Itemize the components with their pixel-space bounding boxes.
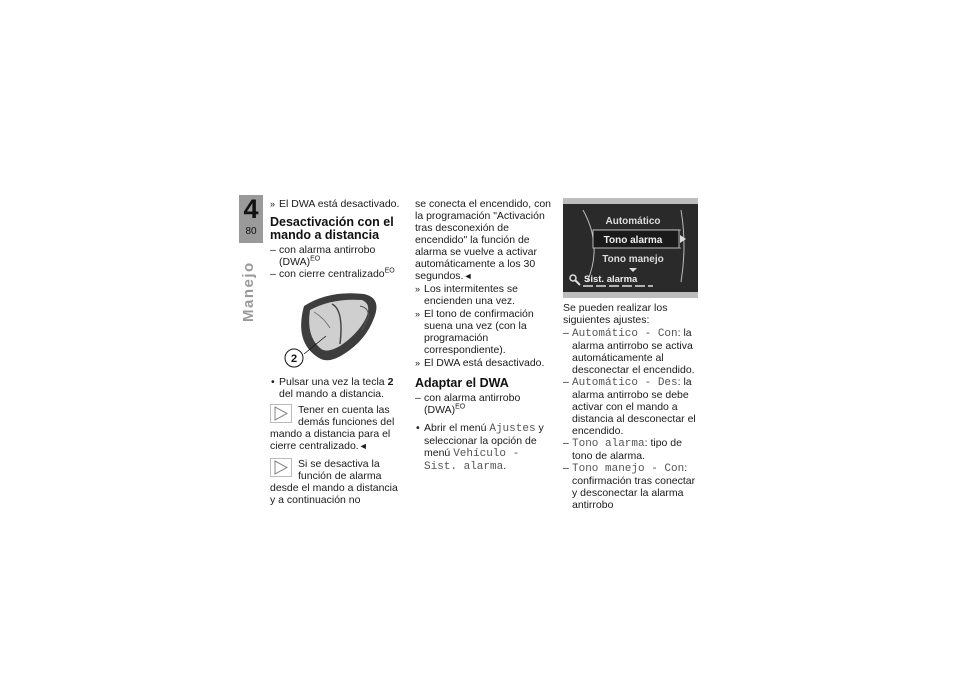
column-3 [563,198,698,511]
note-triangle-icon [270,458,292,477]
section-heading: Desactivación con el mando a distancia [270,215,394,242]
note-block: Tener en cuenta las demás funciones del mando a distancia para el cierre centralizado.◄ [270,404,395,452]
note-triangle-icon [270,404,292,423]
section-heading: Adaptar el DWA [415,376,509,390]
result-item: » El DWA está desactivado. [415,357,545,369]
instruction-item: • Abrir el menú Ajustes y seleccionar la opción de menú Vehículo - Sist. alarma. [416,422,544,473]
option-item: – Automático - Des: la alarma antirrobo se debe activar con el mando a distancia al desconectar el encendido. [563,376,696,437]
page-number: 80 [245,226,257,237]
menu-item-tono-manejo: Tono manejo [602,254,664,265]
requirement-item: – con alarma antirrobo (DWA)$^{EO}$ [270,244,376,268]
menu-item-tono-alarma: Tono alarma [603,235,663,246]
option-item: – Automático - Con: la alarma antirrobo se activa automáticamente al desconectar el encendido. [563,327,695,376]
callout-number: 2 [290,353,298,365]
requirement-item: – con cierre centralizado$^{EO}$ [270,267,395,280]
instruction-item: • Pulsar una vez la tecla 2 del mando a distancia. [271,376,394,400]
result-item: » El tono de confirmación suena una vez (con la programación correspondiente). [415,308,534,356]
requirement-item: – con alarma antirrobo (DWA)$^{EO}$ [415,392,521,416]
result-item: » Los intermitentes se encienden una vez. [415,283,518,307]
remote-key-illustration [274,288,386,370]
status-line: » El DWA está desactivado. [270,198,400,210]
column-2 [415,198,553,474]
chapter-number: 4 [243,194,259,224]
column-1 [270,198,405,506]
paragraph: se conecta el encendido, con la programación "Activación tras desconexión de encendido" la función de alarma se vuelve a activar automáticamente a los 30 segundos.◄ [415,198,552,282]
menu-footer: Sist. alarma [584,274,638,285]
option-item: – Tono manejo - Con: confirmación tras conectar y desconectar la alarma antirrobo [563,462,696,511]
note-block: Si se desactiva la función de alarma desde el mando a distancia y a continuación no [270,458,398,506]
chapter-title: Manejo [240,261,257,322]
menu-item-automatico: Automático [605,216,661,227]
option-item: – Tono alarma: tipo de tono de alarma. [563,437,682,462]
paragraph: Se pueden realizar los siguientes ajustes: [563,302,668,326]
display-screenshot [563,198,698,298]
